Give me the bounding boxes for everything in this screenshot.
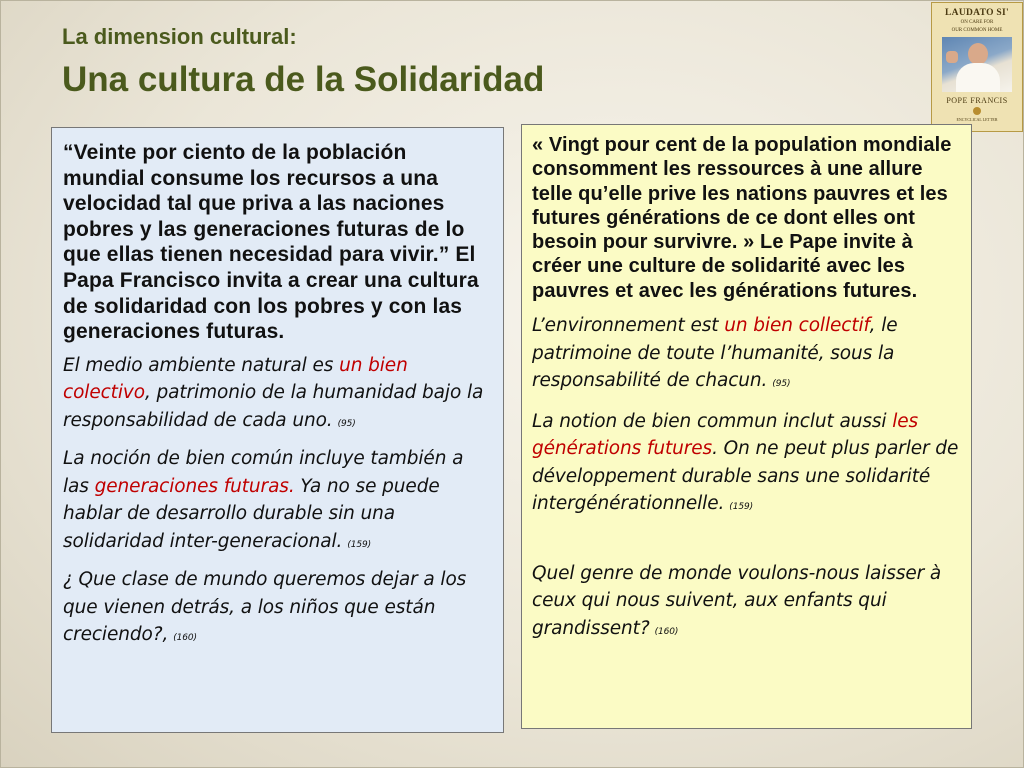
highlight-common-good: un bien colectivo: [63, 354, 408, 404]
text: . On ne peut plus parler de développement durable sans une solidarité intergénérationnelle.: [532, 438, 959, 515]
highlight-future-generations: les générations futures: [532, 410, 919, 460]
french-paragraph-question: [532, 560, 961, 647]
text: La noción de bien común incluye también a las: [63, 448, 464, 497]
spanish-paragraph-future-generations: [63, 445, 493, 559]
book-footer: ENCYCLICAL LETTER: [956, 117, 998, 122]
reference-number: (95): [772, 379, 791, 390]
text: L’environnement est: [532, 315, 725, 337]
book-title: LAUDATO SI': [945, 8, 1009, 18]
text: Quel genre de monde voulons-nous laisser à ceux qui nous suivent, aux enfants qui grandissent?: [532, 562, 942, 639]
laudato-si-book-cover: [931, 2, 1023, 132]
book-author: POPE FRANCIS: [946, 96, 1008, 105]
slide-title: Una cultura de la Solidaridad: [62, 60, 545, 99]
pope-photo: [942, 37, 1012, 92]
slide-subtitle: La dimension cultural:: [62, 24, 297, 49]
papal-emblem-icon: [973, 107, 981, 115]
book-subtitle-line-2: OUR COMMON HOME: [951, 28, 1003, 33]
text: , patrimonio de la humanidad bajo la responsabilidad de cada uno.: [63, 382, 484, 431]
waving-hand: [946, 51, 958, 63]
pope-face: [968, 43, 988, 65]
pope-robe: [956, 63, 1000, 92]
spanish-paragraph-common-good: [63, 352, 493, 439]
french-quote: « Vingt pour cent de la population mondiale consomment les ressources à une allure telle qu’elle prive les nations pauvres et les futures générations de ce dont elles ont besoin pour survivre. » Le Pape invite à créer une culture de solidarité avec les pauvres et avec les générations futures.: [532, 134, 952, 302]
highlight-future-generations: generaciones futuras.: [94, 475, 295, 497]
text: El medio ambiente natural es: [63, 354, 340, 376]
spanish-quote: “Veinte por ciento de la población mundial consume los recursos a una velocidad tal que priva a las naciones pobres y las generaciones futuras de lo que ellas tienen necesidad para vivir.” El Papa Francisco invita a crear una cultura de solidaridad con los pobres y con las generaciones futuras.: [63, 141, 479, 344]
spacer: [532, 522, 961, 551]
french-text-box: [521, 124, 972, 729]
highlight-common-good: un bien collectif: [724, 315, 870, 337]
text: , le patrimoine de toute l’humanité, sous la responsabilité de chacun.: [532, 315, 898, 392]
french-paragraph-future-generations: [532, 408, 961, 522]
text: Ya no se puede hablar de desarrollo durable sin una solidaridad inter-generacional.: [63, 475, 440, 552]
reference-number: (159): [729, 502, 753, 513]
reference-number: (160): [173, 633, 197, 644]
reference-number: (160): [654, 626, 679, 637]
book-subtitle-line-1: ON CARE FOR: [960, 20, 994, 25]
reference-number: (159): [347, 539, 372, 550]
spanish-paragraph-question: [63, 566, 493, 653]
spanish-text-box: [51, 127, 504, 733]
text: La notion de bien commun inclut aussi: [532, 410, 893, 432]
reference-number: (95): [337, 418, 356, 429]
french-paragraph-common-good: [532, 312, 961, 399]
text: ¿ Que clase de mundo queremos dejar a los que vienen detrás, a los niños que están creciendo?,: [63, 569, 467, 646]
